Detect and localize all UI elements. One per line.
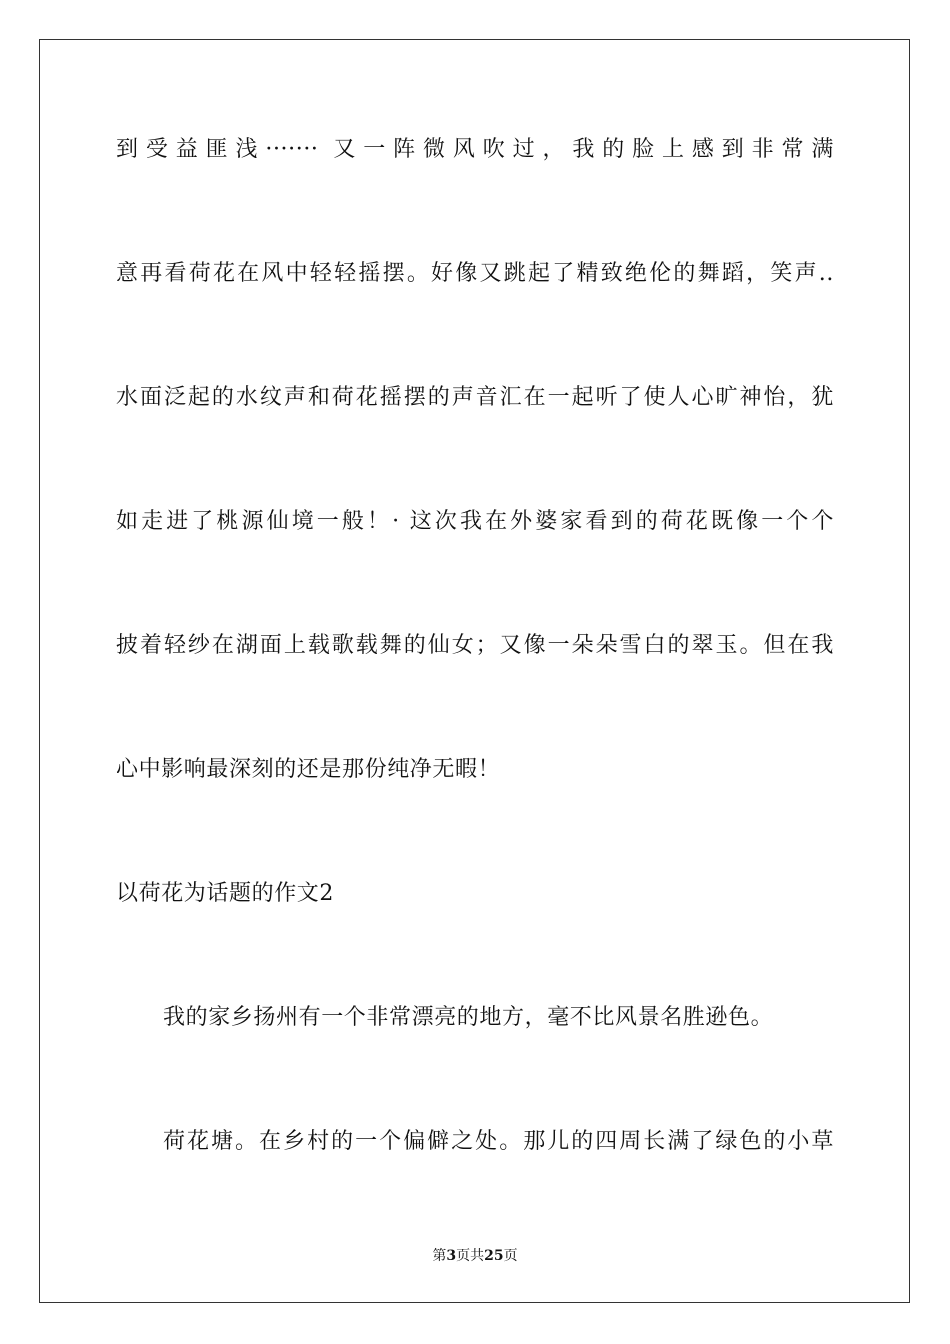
total-prefix: 共	[470, 1248, 485, 1264]
page-suffix: 页	[456, 1248, 471, 1264]
body-line-6: 心中影响最深刻的还是那份纯净无暇！	[116, 757, 501, 782]
page-footer	[0, 1247, 950, 1265]
paragraph-2: 荷花塘。在乡村的一个偏僻之处。那儿的四周长满了绿色的小草	[163, 1129, 834, 1154]
body-line-1: 到受益匪浅······· 又一阵微风吹过，我的脸上感到非常满	[116, 137, 834, 162]
total-pages: 25	[484, 1248, 504, 1264]
section-heading: 以荷花为话题的作文2	[116, 881, 334, 906]
body-line-2: 意再看荷花在风中轻轻摇摆。好像又跳起了精致绝伦的舞蹈，笑声..	[116, 261, 834, 286]
page-number: 3	[446, 1248, 457, 1264]
paragraph-1: 我的家乡扬州有一个非常漂亮的地方，毫不比风景名胜逊色。	[163, 1005, 774, 1030]
body-line-5: 披着轻纱在湖面上载歌载舞的仙女；又像一朵朵雪白的翠玉。但在我	[116, 633, 834, 658]
body-line-3: 水面泛起的水纹声和荷花摇摆的声音汇在一起听了使人心旷神怡，犹	[116, 385, 834, 410]
page-frame	[39, 39, 910, 1303]
page-prefix: 第	[432, 1248, 447, 1264]
body-line-4: 如走进了桃源仙境一般！· 这次我在外婆家看到的荷花既像一个个	[116, 509, 834, 534]
total-suffix: 页	[503, 1248, 518, 1264]
